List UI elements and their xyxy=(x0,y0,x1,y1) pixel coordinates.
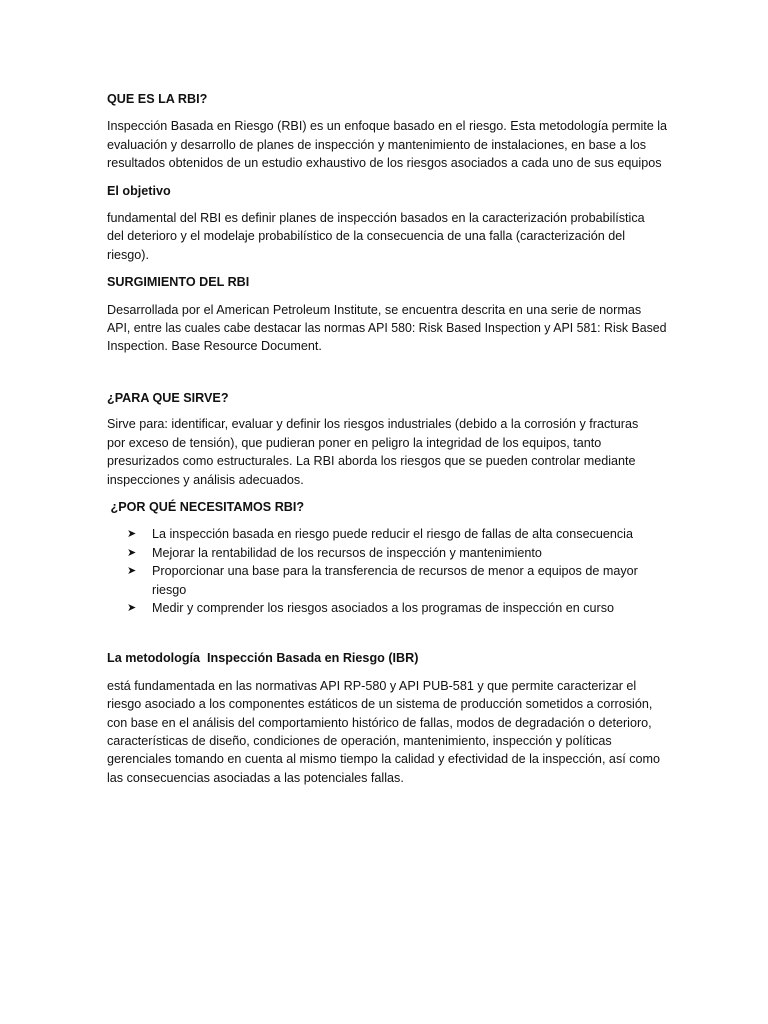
text-line: La inspección basada en riesgo puede reducir el riesgo de fallas de alta consecuencia xyxy=(152,527,633,542)
text-line: Desarrollada por el American Petroleum Institute, se encuentra descrita en una serie de normas xyxy=(107,302,642,317)
text-line: Proporcionar una base para la transferencia de recursos de menor a equipos de mayor xyxy=(152,564,638,579)
text-line: está fundamentada en las normativas API RP-580 y API PUB-581 y que permite caracterizar el xyxy=(107,678,637,693)
text-line: las consecuencias asociadas a las potenciales fallas. xyxy=(107,770,404,785)
text-line: gerenciales tomando en cuenta al mismo tiempo la calidad y efectividad de la inspección, así como xyxy=(107,752,661,767)
text-line: Inspección Basada en Riesgo (RBI) es un enfoque basado en el riesgo. Esta metodología permite la xyxy=(107,119,668,134)
heading-la-metodologia: La metodología Inspección Basada en Riesgo (IBR) xyxy=(107,651,419,666)
heading-para-que-sirve: ¿PARA QUE SIRVE? xyxy=(107,390,229,405)
paragraph-objetivo xyxy=(107,209,667,264)
text-line: características de diseño, condiciones de operación, mantenimiento, inspección y políticas xyxy=(107,733,612,748)
text-line: Inspection. Base Resource Document. xyxy=(107,339,322,354)
text-line: del deterioro y el modelaje probabilístico de la consecuencia de una falla (caracterización del xyxy=(107,229,626,244)
text-line: riesgo xyxy=(152,582,187,597)
heading-por-que-necesitamos: ¿POR QUÉ NECESITAMOS RBI? xyxy=(107,499,305,514)
text-line: Mejorar la rentabilidad de los recursos de inspección y mantenimiento xyxy=(152,545,542,560)
bullet-list xyxy=(107,525,667,617)
document-body xyxy=(107,90,667,787)
text-line: API, entre las cuales cabe destacar las normas API 580: Risk Based Inspection y API 581: Risk Based xyxy=(107,321,667,336)
arrow-bullet-icon: ➤ xyxy=(127,601,137,614)
list-item xyxy=(107,562,667,599)
paragraph-surgimiento xyxy=(107,301,667,356)
list-item xyxy=(107,525,667,543)
text-line: Medir y comprender los riesgos asociados a los programas de inspección en curso xyxy=(152,600,614,615)
text-line: fundamental del RBI es definir planes de inspección basados en la caracterización probabilística xyxy=(107,211,645,226)
text-line: presurizados como estructurales. La RBI aborda los riesgos que se pueden controlar mediante xyxy=(107,454,636,469)
paragraph-definicion-rbi xyxy=(107,117,667,172)
text-line: riesgo asociado a los componentes estáticos de un sistema de producción sometidos a corrosión, xyxy=(107,697,653,712)
heading-que-es-rbi: QUE ES LA RBI? xyxy=(107,92,208,106)
text-line: riesgo). xyxy=(107,247,149,262)
arrow-bullet-icon: ➤ xyxy=(127,565,137,578)
list-item xyxy=(107,599,667,617)
text-line: con base en el análisis del comportamiento histórico de fallas, modos de degradación o deterioro, xyxy=(107,715,652,730)
text-line: Sirve para: identificar, evaluar y definir los riesgos industriales (debido a la corrosión y fracturas xyxy=(107,417,639,432)
text-line: evaluación y desarrollo de planes de inspección y mantenimiento de instalaciones, en base a los xyxy=(107,137,647,152)
arrow-bullet-icon: ➤ xyxy=(127,546,137,559)
text-line: inspecciones y análisis adecuados. xyxy=(107,472,304,487)
paragraph-metodologia xyxy=(107,677,667,787)
heading-el-objetivo: El objetivo xyxy=(107,183,171,198)
text-line: resultados obtenidos de un estudio exhaustivo de los riesgos asociados a cada uno de sus equipos xyxy=(107,156,662,171)
list-item xyxy=(107,544,667,562)
arrow-bullet-icon: ➤ xyxy=(127,528,137,541)
text-line: por exceso de tensión), que pudieran poner en peligro la integridad de los equipos, tanto xyxy=(107,435,602,450)
paragraph-para-que-sirve xyxy=(107,415,667,489)
heading-surgimiento: SURGIMIENTO DEL RBI xyxy=(107,275,250,290)
